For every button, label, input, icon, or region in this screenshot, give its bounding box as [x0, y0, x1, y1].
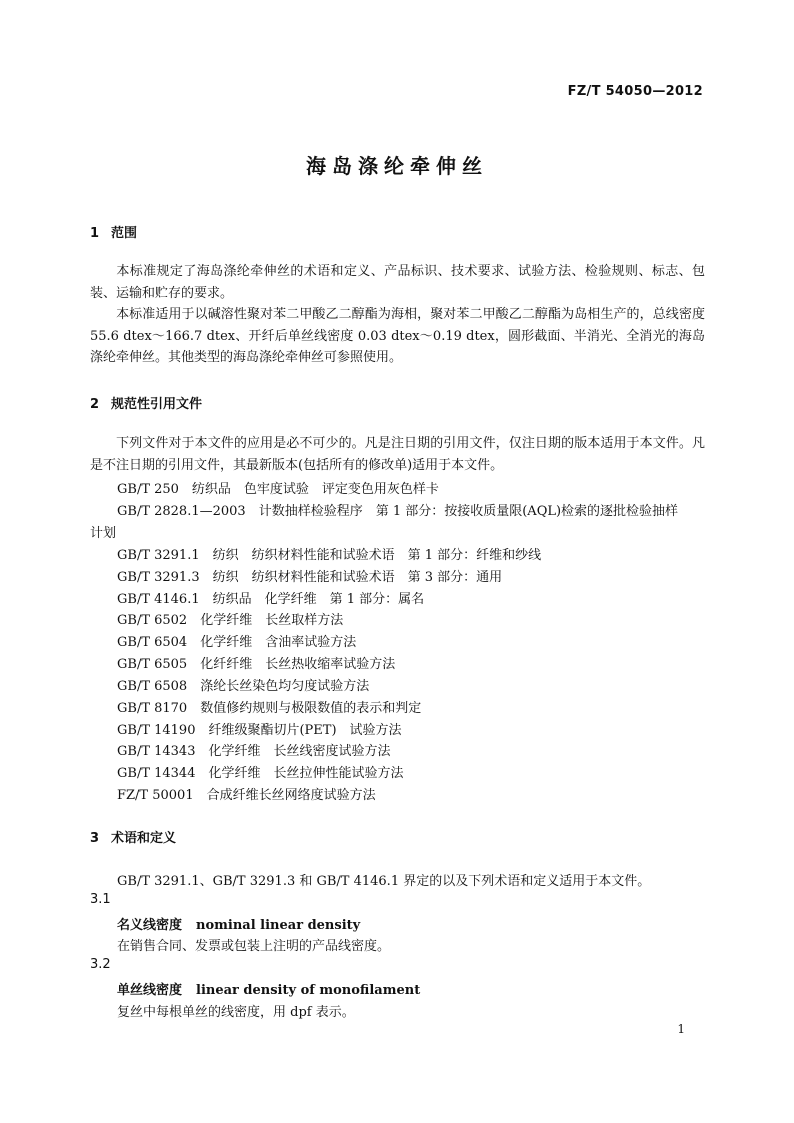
- page-number: 1: [677, 1022, 685, 1036]
- section-number: 2: [90, 397, 100, 412]
- term-en: nominal linear density: [196, 918, 361, 933]
- document-code: FZ/T 54050—2012: [567, 84, 703, 99]
- paragraph-text: 本标准规定了海岛涤纶牵伸丝的术语和定义、产品标识、技术要求、试验方法、检验规则、标志、包装、运输和贮存的要求。: [90, 264, 705, 301]
- term-definition: 复丝中每根单丝的线密度，用 dpf 表示。: [117, 1005, 355, 1020]
- section-1-heading: [90, 222, 137, 241]
- term-number: 3.2: [90, 957, 111, 972]
- section-3-intro: GB/T 3291.1、GB/T 3291.3 和 GB/T 4146.1 界定的以及下列术语和定义适用于本文件。: [117, 874, 651, 889]
- paragraph-text: 下列文件对于本文件的应用是必不可少的。凡是注日期的引用文件，仅注日期的版本适用于本文件。凡是不注日期的引用文件，其最新版本(包括所有的修改单)适用于本文件。: [90, 436, 705, 473]
- section-2-heading: [90, 393, 202, 412]
- section-number: 1: [90, 226, 100, 241]
- reference-item: GB/T 4146.1 纺织品 化学纤维 第 1 部分：属名: [117, 592, 425, 607]
- reference-item: GB/T 6508 涤纶长丝染色均匀度试验方法: [117, 679, 370, 694]
- section-title: 术语和定义: [111, 831, 177, 846]
- term-heading: [117, 914, 360, 933]
- term-number: 3.1: [90, 892, 111, 907]
- section-title: 规范性引用文件: [111, 397, 203, 412]
- section-1-paragraph-2: [90, 304, 705, 369]
- reference-item: FZ/T 50001 合成纤维长丝网络度试验方法: [117, 788, 376, 803]
- term-en: linear density of monofilament: [196, 983, 421, 998]
- reference-item: GB/T 14190 纤维级聚酯切片(PET) 试验方法: [117, 723, 402, 738]
- reference-item: GB/T 3291.1 纺织 纺织材料性能和试验术语 第 1 部分：纤维和纱线: [117, 548, 542, 563]
- paragraph-text: 本标准适用于以碱溶性聚对苯二甲酸乙二醇酯为海相，聚对苯二甲酸乙二醇酯为岛相生产的，总线密度 55.6 dtex～166.7 dtex、开纤后单丝线密度 0.03 dtex～0.19 dtex，圆形截面、半消光、全消光的海岛涤纶牵伸丝。其他类型的海岛涤纶牵伸丝可参照使用。: [90, 307, 705, 366]
- section-3-heading: [90, 827, 176, 846]
- reference-item: GB/T 14343 化学纤维 长丝线密度试验方法: [117, 744, 391, 759]
- term-definition: 在销售合同、发票或包装上注明的产品线密度。: [117, 939, 391, 954]
- document-title: 海岛涤纶牵伸丝: [306, 154, 488, 178]
- reference-item: GB/T 2828.1—2003 计数抽样检验程序 第 1 部分：按接收质量限(AQL)检索的逐批检验抽样: [117, 504, 679, 519]
- reference-item: GB/T 6504 化学纤维 含油率试验方法: [117, 635, 357, 650]
- reference-item: GB/T 14344 化学纤维 长丝拉伸性能试验方法: [117, 766, 404, 781]
- reference-item: GB/T 8170 数值修约规则与极限数值的表示和判定: [117, 701, 422, 716]
- section-number: 3: [90, 831, 100, 846]
- section-title: 范围: [111, 226, 138, 241]
- reference-item: GB/T 3291.3 纺织 纺织材料性能和试验术语 第 3 部分：通用: [117, 570, 503, 585]
- reference-item: GB/T 6502 化学纤维 长丝取样方法: [117, 613, 344, 628]
- section-2-intro: [90, 433, 705, 476]
- reference-item: GB/T 6505 化纤纤维 长丝热收缩率试验方法: [117, 657, 396, 672]
- section-1-paragraph-1: [90, 261, 705, 304]
- term-zh: 名义线密度: [117, 918, 183, 933]
- term-heading: [117, 979, 420, 998]
- reference-item: GB/T 250 纺织品 色牢度试验 评定变色用灰色样卡: [117, 482, 439, 497]
- term-zh: 单丝线密度: [117, 983, 183, 998]
- reference-item-continuation: 计划: [90, 526, 117, 541]
